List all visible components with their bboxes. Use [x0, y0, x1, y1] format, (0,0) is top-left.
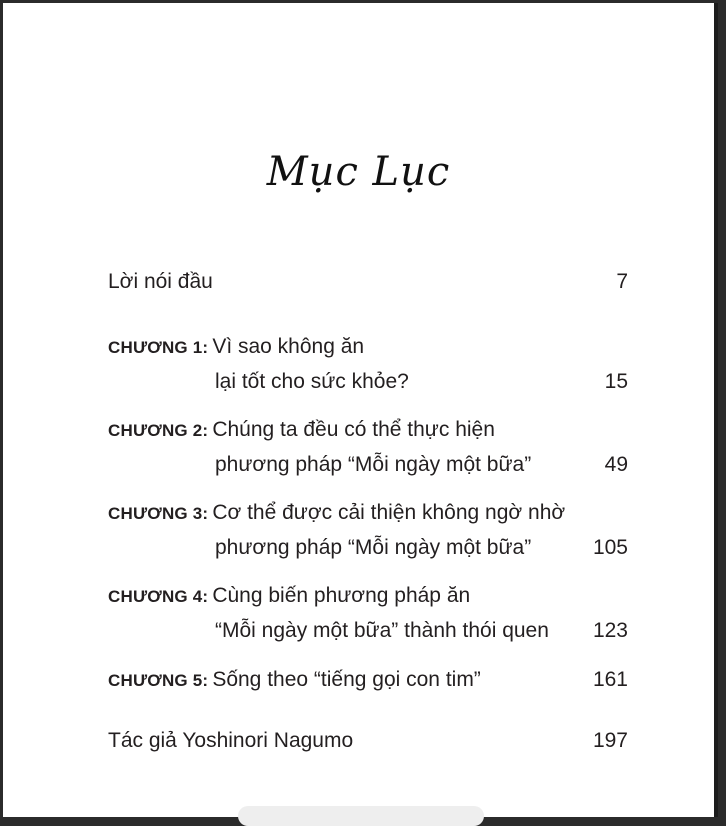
chapter-label: CHƯƠNG 4: [108, 587, 209, 606]
entry-title-line1: Cùng biến phương pháp ăn [212, 584, 471, 607]
toc-entry-chapter-1 [108, 330, 628, 399]
toc-entry-chapter-3 [108, 496, 628, 565]
bottom-scroll-handle[interactable] [238, 806, 484, 826]
toc-entry-author [108, 724, 628, 758]
entry-page-number: 197 [592, 729, 628, 752]
entry-page-number: 15 [604, 370, 628, 393]
entry-page-number: 123 [592, 619, 628, 642]
entry-title: Lời nói đầu [108, 270, 213, 293]
entry-title-line1: Vì sao không ăn [212, 335, 365, 358]
entry-title-line2: phương pháp “Mỗi ngày một bữa” [215, 453, 532, 476]
entry-title-line1: Sống theo “tiếng gọi con tim” [212, 668, 481, 691]
chapter-label: CHƯƠNG 2: [108, 421, 209, 440]
entry-title-line2: lại tốt cho sức khỏe? [215, 370, 409, 393]
page-title: Mục Lục [266, 149, 451, 195]
toc-entry-chapter-4 [108, 579, 628, 648]
entry-page-number: 161 [592, 668, 628, 691]
entry-page-number: 105 [592, 536, 628, 559]
toc-entry-preface [108, 265, 628, 299]
chapter-label: CHƯƠNG 5: [108, 671, 209, 690]
chapter-label: CHƯƠNG 3: [108, 504, 209, 523]
entry-title-line1: Cơ thể được cải thiện không ngờ nhờ [212, 501, 566, 524]
entry-title-line2: phương pháp “Mỗi ngày một bữa” [215, 536, 532, 559]
entry-title-line2: “Mỗi ngày một bữa” thành thói quen [215, 619, 549, 642]
chapter-label: CHƯƠNG 1: [108, 338, 209, 357]
entry-page-number: 7 [616, 270, 628, 293]
entry-title-line1: Chúng ta đều có thể thực hiện [212, 418, 495, 441]
toc-entry-chapter-5 [108, 663, 628, 698]
toc-entry-chapter-2 [108, 413, 628, 482]
entry-page-number: 49 [604, 453, 628, 476]
book-page [3, 3, 718, 817]
entry-title: Tác giả Yoshinori Nagumo [108, 729, 354, 752]
